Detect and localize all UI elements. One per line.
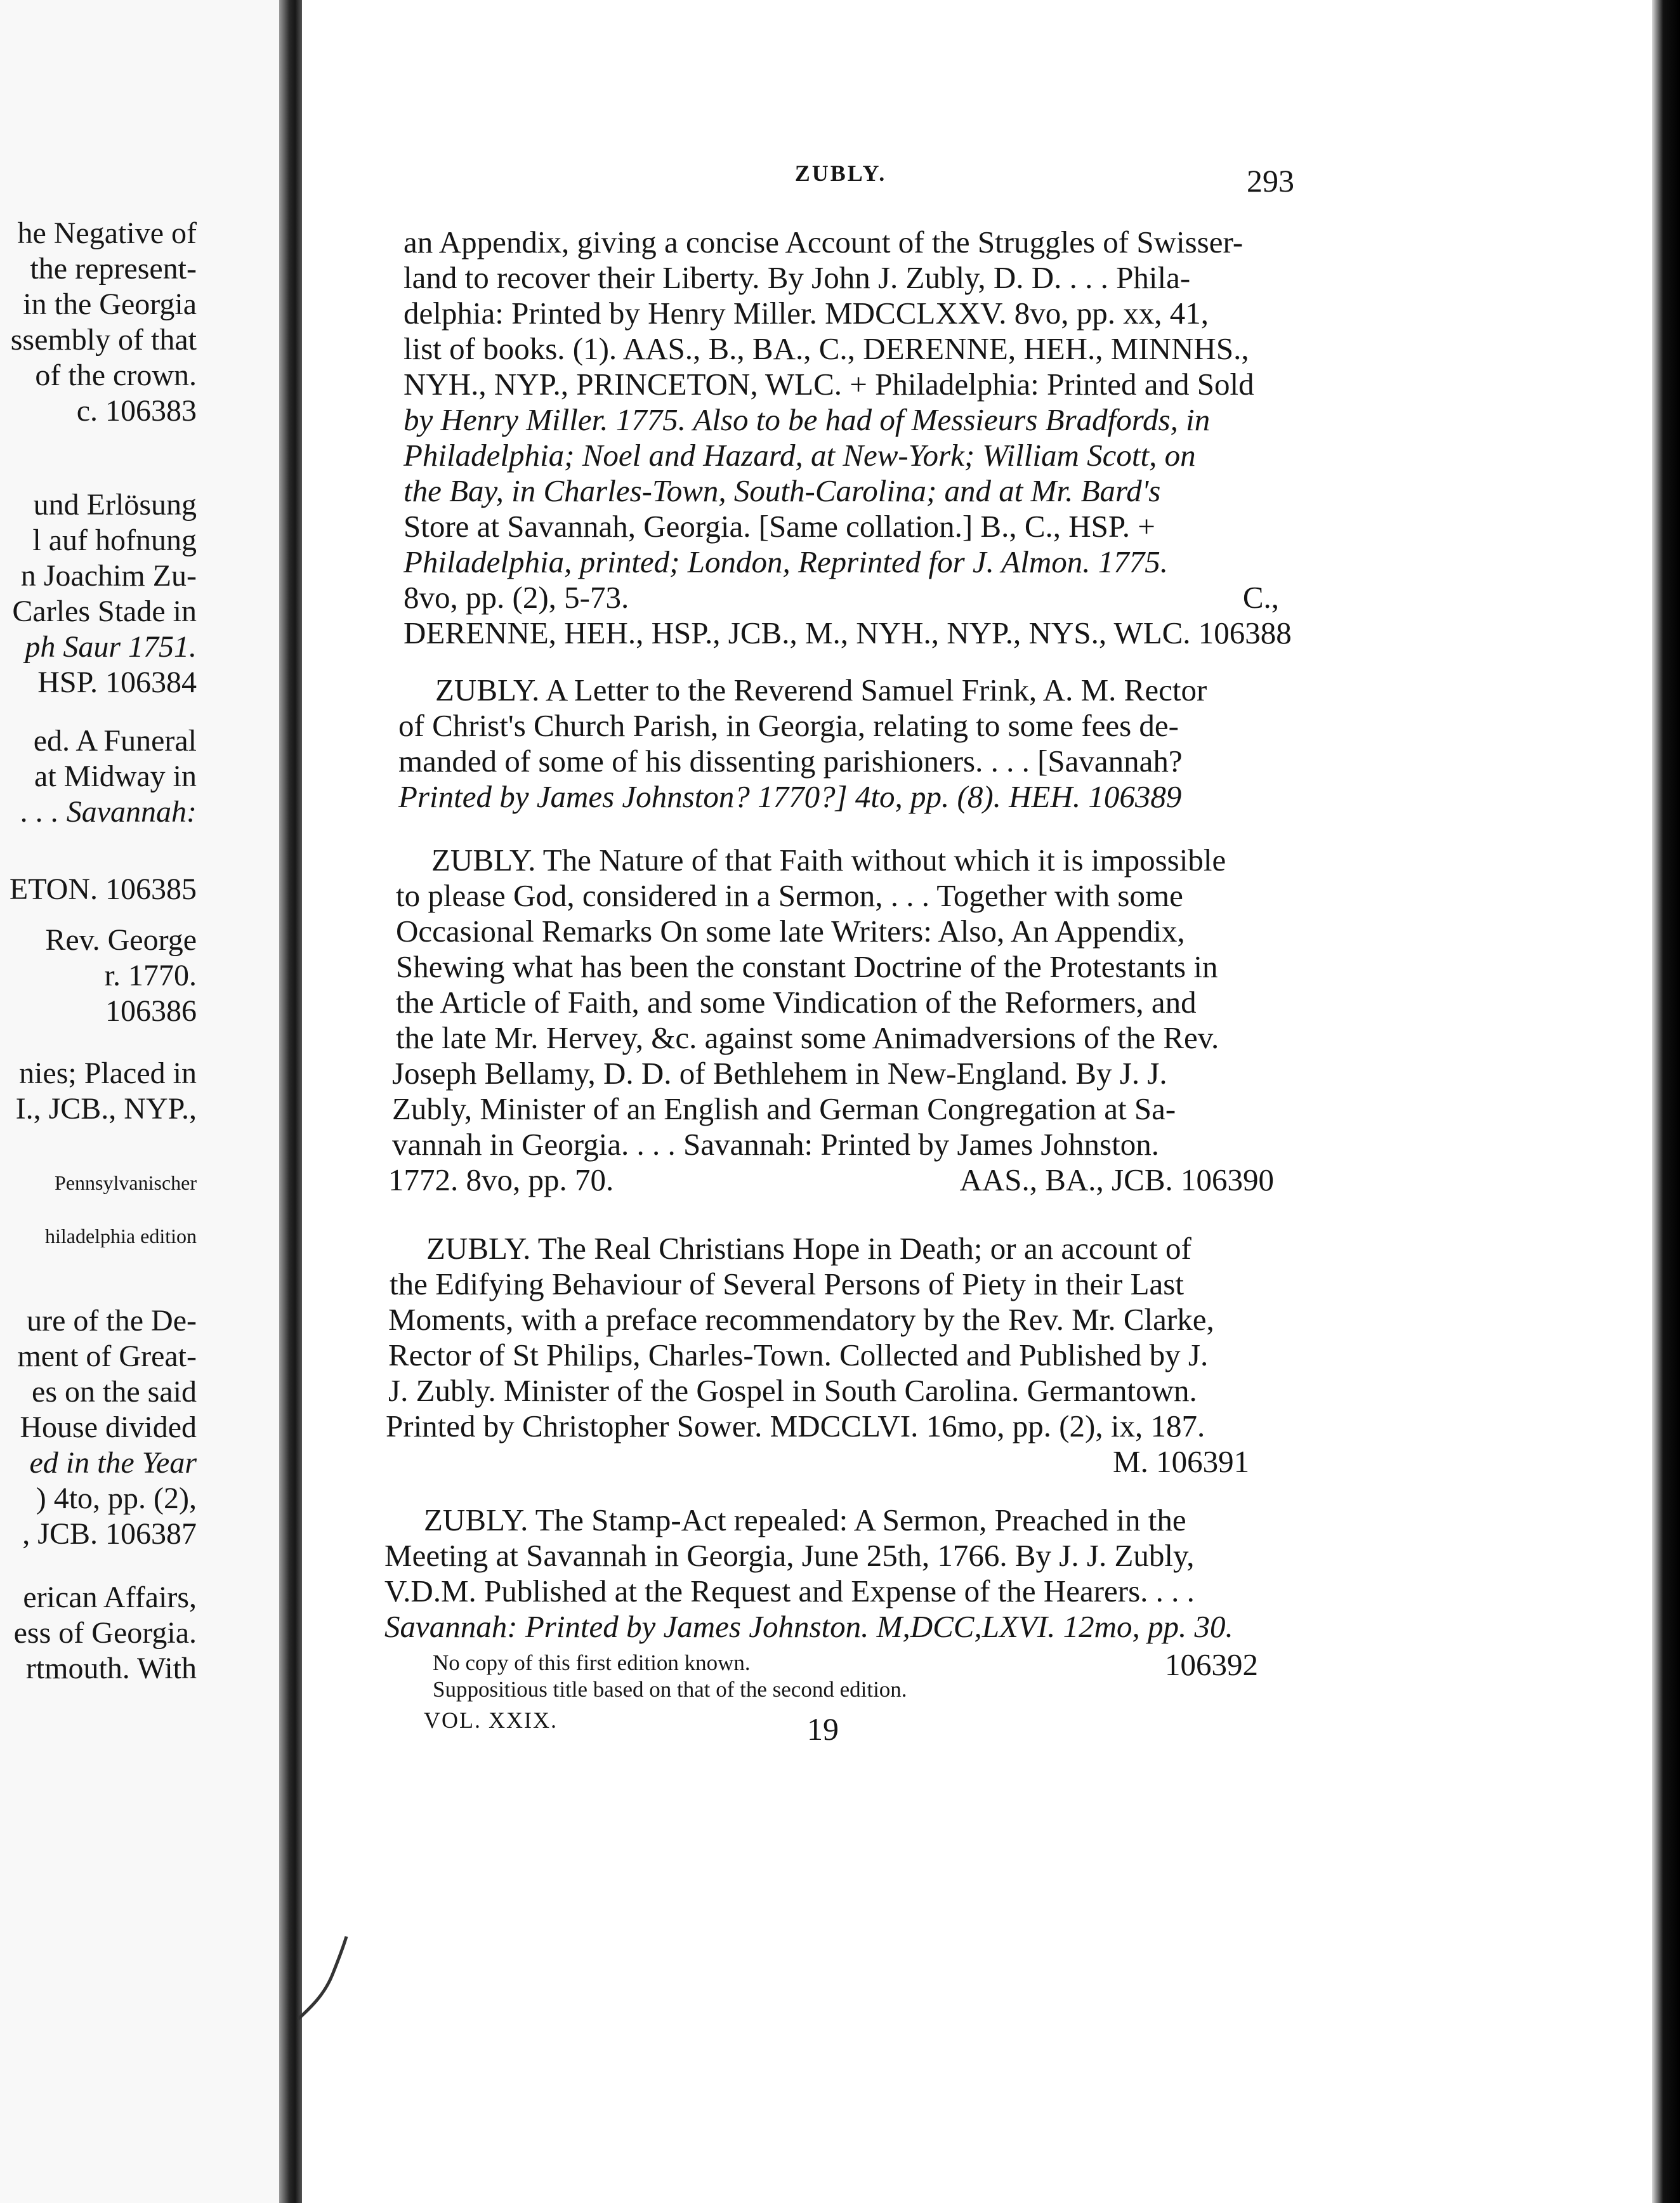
left-line: und Erlösung bbox=[33, 488, 197, 522]
left-line: at Midway in bbox=[34, 760, 197, 793]
entry-line: Joseph Bellamy, D. D. of Bethlehem in New-England. By J. J. bbox=[392, 1056, 1167, 1091]
left-line: he Negative of bbox=[17, 216, 197, 250]
left-line: erican Affairs, bbox=[23, 1581, 197, 1614]
left-line: the represent- bbox=[30, 252, 197, 286]
signature-mark: 19 bbox=[807, 1711, 839, 1747]
entry-line: by Henry Miller. 1775. Also to be had of Messieurs Bradfords, in bbox=[404, 402, 1211, 437]
scan-edge bbox=[1652, 0, 1680, 2203]
entry-line: NYH., NYP., PRINCETON, WLC. + Philadelphia: Printed and Sold bbox=[404, 367, 1254, 402]
entry-line: Occasional Remarks On some late Writers: Also, An Appendix, bbox=[396, 914, 1185, 949]
left-line: es on the said bbox=[32, 1375, 197, 1409]
left-line: n Joachim Zu- bbox=[20, 559, 197, 593]
holder-abbrev: C., bbox=[1242, 580, 1279, 615]
entry-line: ZUBLY. A Letter to the Reverend Samuel Frink, A. M. Rector bbox=[435, 673, 1207, 707]
left-line: r. 1770. bbox=[104, 959, 197, 992]
volume-label: VOL. XXIX. bbox=[424, 1707, 558, 1733]
left-line: House divided bbox=[20, 1411, 197, 1444]
entry-line bbox=[388, 1162, 1274, 1198]
entry-line: list of books. (1). AAS., B., BA., C., DERENNE, HEH., MINNHS., bbox=[404, 331, 1249, 366]
entry-line: Philadelphia; Noel and Hazard, at New-York; William Scott, on bbox=[404, 438, 1196, 473]
left-line: ph Saur 1751. bbox=[25, 630, 197, 664]
entry-number: AAS., BA., JCB. 106390 bbox=[959, 1162, 1274, 1197]
entry-id-line: DERENNE, HEH., HSP., JCB., M., NYH., NYP., NYS., WLC. 106388 bbox=[404, 615, 1292, 650]
left-line: ure of the De- bbox=[27, 1304, 197, 1338]
entry-line: to please God, considered in a Sermon, . . . Together with some bbox=[396, 878, 1183, 913]
pencil-mark bbox=[293, 1911, 354, 2038]
left-line: ment of Great- bbox=[17, 1339, 197, 1373]
entry-line: Shewing what has been the constant Doctrine of the Protestants in bbox=[396, 949, 1218, 984]
left-line: of the crown. bbox=[35, 358, 197, 392]
book-gutter bbox=[279, 0, 302, 2203]
entry-line bbox=[404, 580, 1279, 615]
left-line: ETON. 106385 bbox=[9, 872, 197, 906]
page-number: 293 bbox=[1247, 163, 1294, 199]
entry-line: delphia: Printed by Henry Miller. MDCCLXXV. 8vo, pp. xx, 41, bbox=[404, 296, 1209, 331]
entry-line: Savannah: Printed by James Johnston. M,DCC,LXVI. 12mo, pp. 30. bbox=[384, 1609, 1233, 1644]
left-line: in the Georgia bbox=[23, 287, 197, 321]
left-line: . . . Savannah: bbox=[20, 795, 197, 829]
left-note-line: hiladelphia edition bbox=[44, 1225, 197, 1247]
left-line: rtmouth. With bbox=[25, 1652, 197, 1685]
entry-line: J. Zubly. Minister of the Gospel in South Carolina. Germantown. bbox=[388, 1373, 1197, 1408]
entry-line: the Edifying Behaviour of Several Persons of Piety in their Last bbox=[390, 1266, 1184, 1301]
entry-text: 8vo, pp. (2), 5-73. bbox=[404, 580, 629, 615]
note-line: No copy of this first edition known. bbox=[433, 1650, 751, 1675]
entry-line: the late Mr. Hervey, &c. against some Animadversions of the Rev. bbox=[396, 1020, 1219, 1055]
entry-line: ZUBLY. The Real Christians Hope in Death; or an account of bbox=[426, 1231, 1191, 1266]
entry-line: of Christ's Church Parish, in Georgia, relating to some fees de- bbox=[398, 708, 1179, 743]
entry-line: Rector of St Philips, Charles-Town. Collected and Published by J. bbox=[388, 1338, 1209, 1372]
left-line: ess of Georgia. bbox=[13, 1616, 197, 1650]
left-line: Carles Stade in bbox=[12, 595, 197, 628]
entry-line: ZUBLY. The Stamp-Act repealed: A Sermon, Preached in the bbox=[424, 1503, 1186, 1537]
entry-number: M. 106391 bbox=[1113, 1444, 1250, 1479]
entry-line: vannah in Georgia. . . . Savannah: Printed by James Johnston. bbox=[392, 1127, 1159, 1162]
entry-line: land to recover their Liberty. By John J. Zubly, D. D. . . . Phila- bbox=[404, 260, 1191, 295]
left-line: 106386 bbox=[105, 994, 197, 1028]
left-line: ssembly of that bbox=[10, 323, 197, 357]
left-page bbox=[0, 0, 293, 2203]
entry-line: ZUBLY. The Nature of that Faith without which it is impossible bbox=[431, 843, 1226, 878]
left-line: nies; Placed in bbox=[19, 1056, 197, 1090]
left-line: c. 106383 bbox=[76, 394, 197, 428]
left-note-line: Pennsylvanischer bbox=[55, 1171, 197, 1194]
entry-line: Meeting at Savannah in Georgia, June 25th, 1766. By J. J. Zubly, bbox=[384, 1538, 1195, 1573]
entry-line: the Bay, in Charles-Town, South-Carolina; and at Mr. Bard's bbox=[404, 473, 1161, 508]
left-line: ed. A Funeral bbox=[33, 724, 197, 758]
entry-line: an Appendix, giving a concise Account of the Struggles of Swisser- bbox=[404, 225, 1244, 260]
left-line: ed in the Year bbox=[29, 1446, 197, 1480]
left-line: , JCB. 106387 bbox=[22, 1517, 197, 1551]
entry-line: Printed by Christopher Sower. MDCCLVI. 16mo, pp. (2), ix, 187. bbox=[386, 1409, 1205, 1443]
left-line: Rev. George bbox=[45, 923, 197, 957]
entry-number: 106392 bbox=[1165, 1647, 1258, 1682]
note-line: Suppositious title based on that of the second edition. bbox=[433, 1677, 907, 1702]
entry-text: 1772. 8vo, pp. 70. bbox=[388, 1162, 614, 1197]
entry-line: Moments, with a preface recommendatory by the Rev. Mr. Clarke, bbox=[388, 1302, 1214, 1337]
entry-line: the Article of Faith, and some Vindication of the Reformers, and bbox=[396, 985, 1197, 1020]
entry-line: Printed by James Johnston? 1770?] 4to, pp. (8). HEH. 106389 bbox=[398, 779, 1182, 814]
running-head: ZUBLY. bbox=[794, 161, 887, 186]
entry-line: Philadelphia, printed; London, Reprinted for J. Almon. 1775. bbox=[404, 544, 1168, 579]
entry-line: Zubly, Minister of an English and German Congregation at Sa- bbox=[392, 1091, 1176, 1126]
left-line: I., JCB., NYP., bbox=[15, 1092, 197, 1126]
left-line: ) 4to, pp. (2), bbox=[36, 1482, 197, 1515]
entry-line: V.D.M. Published at the Request and Expense of the Hearers. . . . bbox=[384, 1574, 1195, 1608]
left-line: HSP. 106384 bbox=[37, 666, 197, 699]
left-line: l auf hofnung bbox=[32, 523, 197, 557]
entry-line: manded of some of his dissenting parishioners. . . . [Savannah? bbox=[398, 744, 1183, 779]
entry-line: Store at Savannah, Georgia. [Same collation.] B., C., HSP. + bbox=[404, 509, 1155, 544]
